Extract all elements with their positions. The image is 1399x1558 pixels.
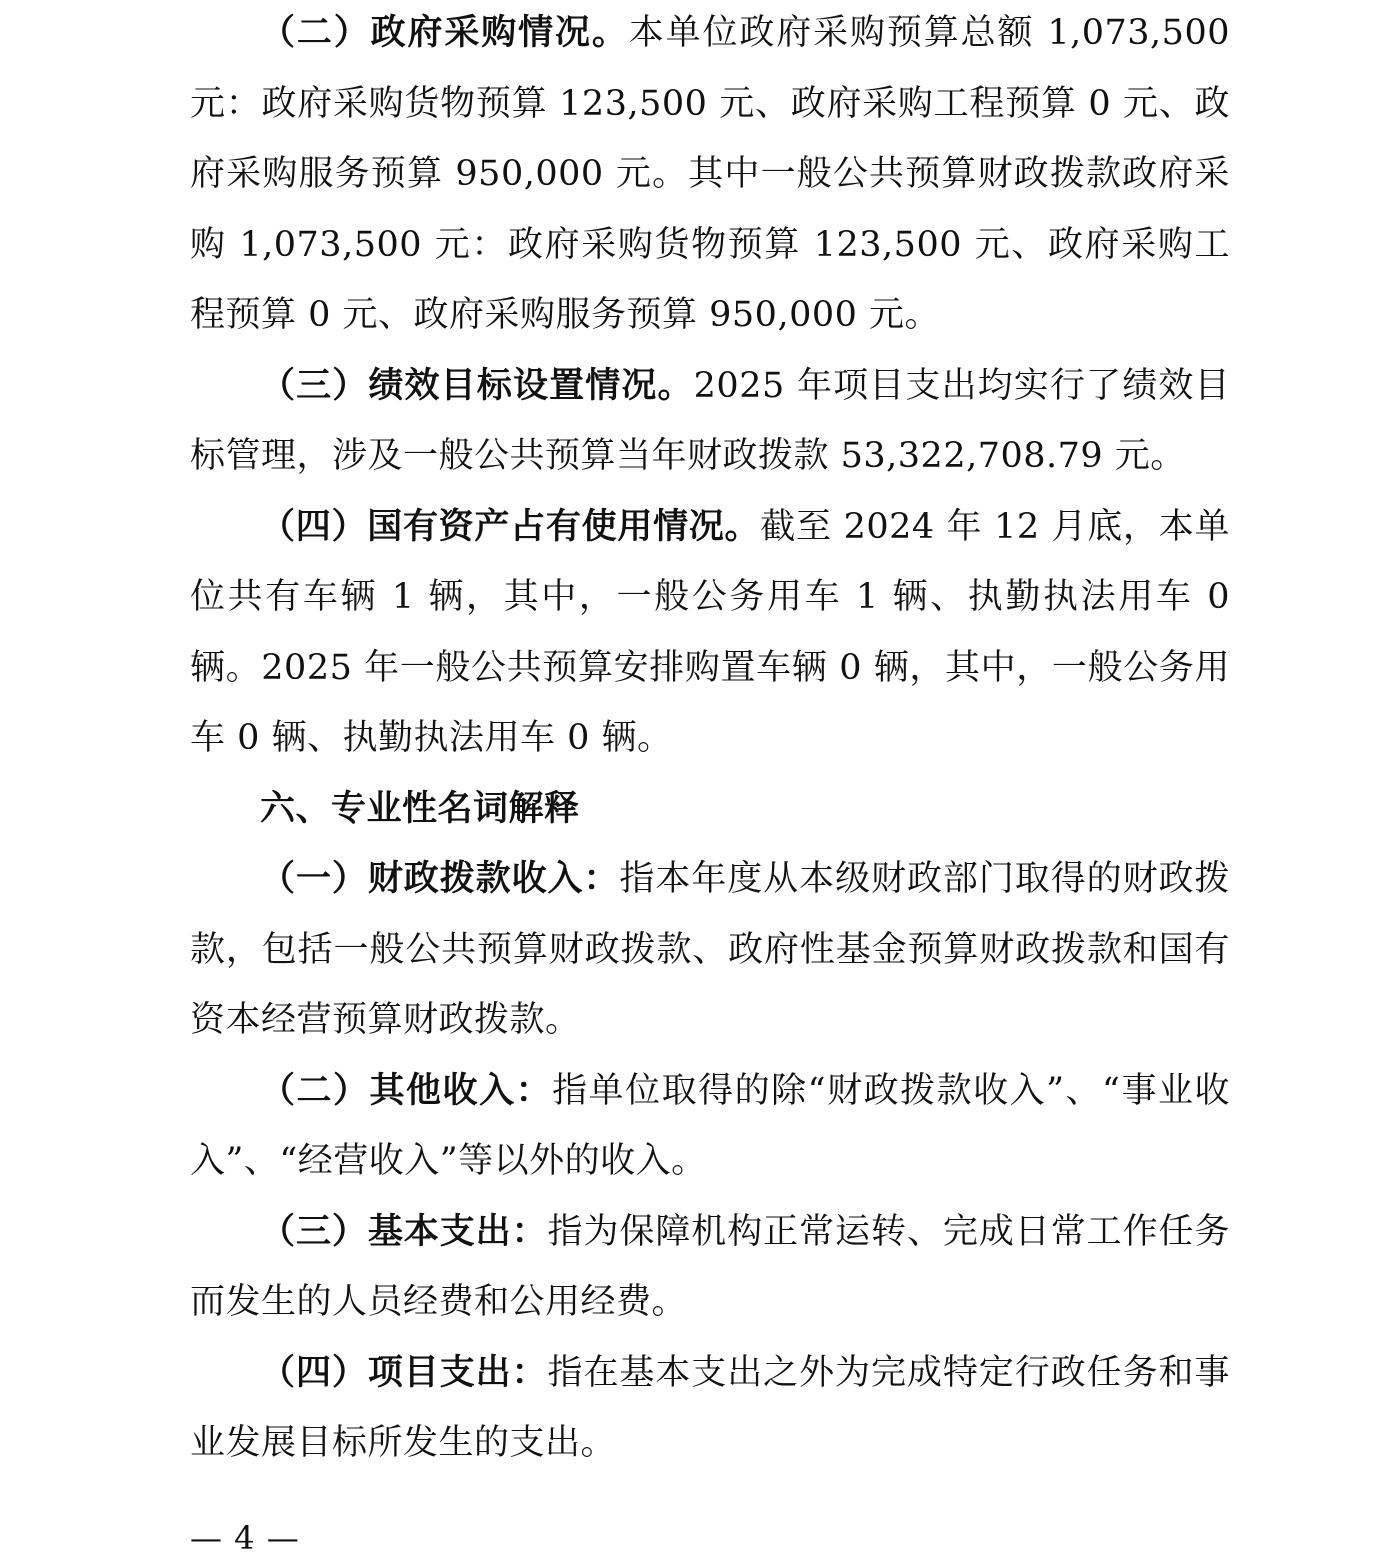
paragraph-performance-targets: [190, 351, 1230, 492]
paragraph-body: 指单位取得的除“财政拨款收入”、“事业收入”、“经营收入”等以外的收入。: [190, 1070, 1230, 1181]
section-heading: 六、专业性名词解释: [260, 788, 580, 829]
paragraph-body: 截至 2024 年 12 月底，本单位共有车辆 1 辆，其中，一般公务用车 1 辆、执勤执法用车 0 辆。2025 年一般公共预算安排购置车辆 0 辆，其中，一般公务用车 0 辆、执勤执法用车 0 辆。: [190, 506, 1230, 758]
paragraph-lead: （三）基本支出：: [260, 1210, 548, 1252]
paragraph-lead: （一）财政拨款收入：: [260, 858, 620, 899]
paragraph-lead: （二）政府采购情况。: [260, 12, 629, 53]
paragraph-body: 2025 年项目支出均实行了绩效目标管理，涉及一般公共预算当年财政拨款 53,322,708.79 元。: [190, 365, 1230, 476]
paragraph-body: 指为保障机构正常运转、完成日常工作任务而发生的人员经费和公用经费。: [190, 1211, 1230, 1322]
paragraph-lead: （四）项目支出：: [260, 1351, 548, 1393]
paragraph-state-assets: [190, 492, 1230, 774]
paragraph-lead: （四）国有资产占有使用情况。: [260, 505, 761, 547]
paragraph-basic-expenditure: [190, 1197, 1230, 1338]
paragraph-body: 指本年度从本级财政部门取得的财政拨款，包括一般公共预算财政拨款、政府性基金预算财政拨款和国有资本经营预算财政拨款。: [190, 859, 1230, 1040]
paragraph-government-procurement: [190, 0, 1230, 351]
page-number: — 4 —: [190, 1519, 300, 1557]
paragraph-fiscal-appropriation-income: [190, 844, 1230, 1056]
paragraph-body: 本单位政府采购预算总额 1,073,500 元：政府采购货物预算 123,500 元、政府采购工程预算 0 元、政府采购服务预算 950,000 元。其中一般公共预算财政拨款政府采购 1,073,500 元：政府采购货物预算 123,500 元、政府采购工程预算 0 元、政府采购服务预算 950,000 元。: [190, 13, 1230, 335]
paragraph-lead: （二）其他收入：: [260, 1069, 553, 1111]
document-body: [190, 0, 1230, 1479]
paragraph-other-income: [190, 1056, 1230, 1197]
paragraph-lead: （三）绩效目标设置情况。: [260, 364, 694, 406]
paragraph-body: 指在基本支出之外为完成特定行政任务和事业发展目标所发生的支出。: [190, 1352, 1230, 1463]
paragraph-project-expenditure: [190, 1338, 1230, 1479]
